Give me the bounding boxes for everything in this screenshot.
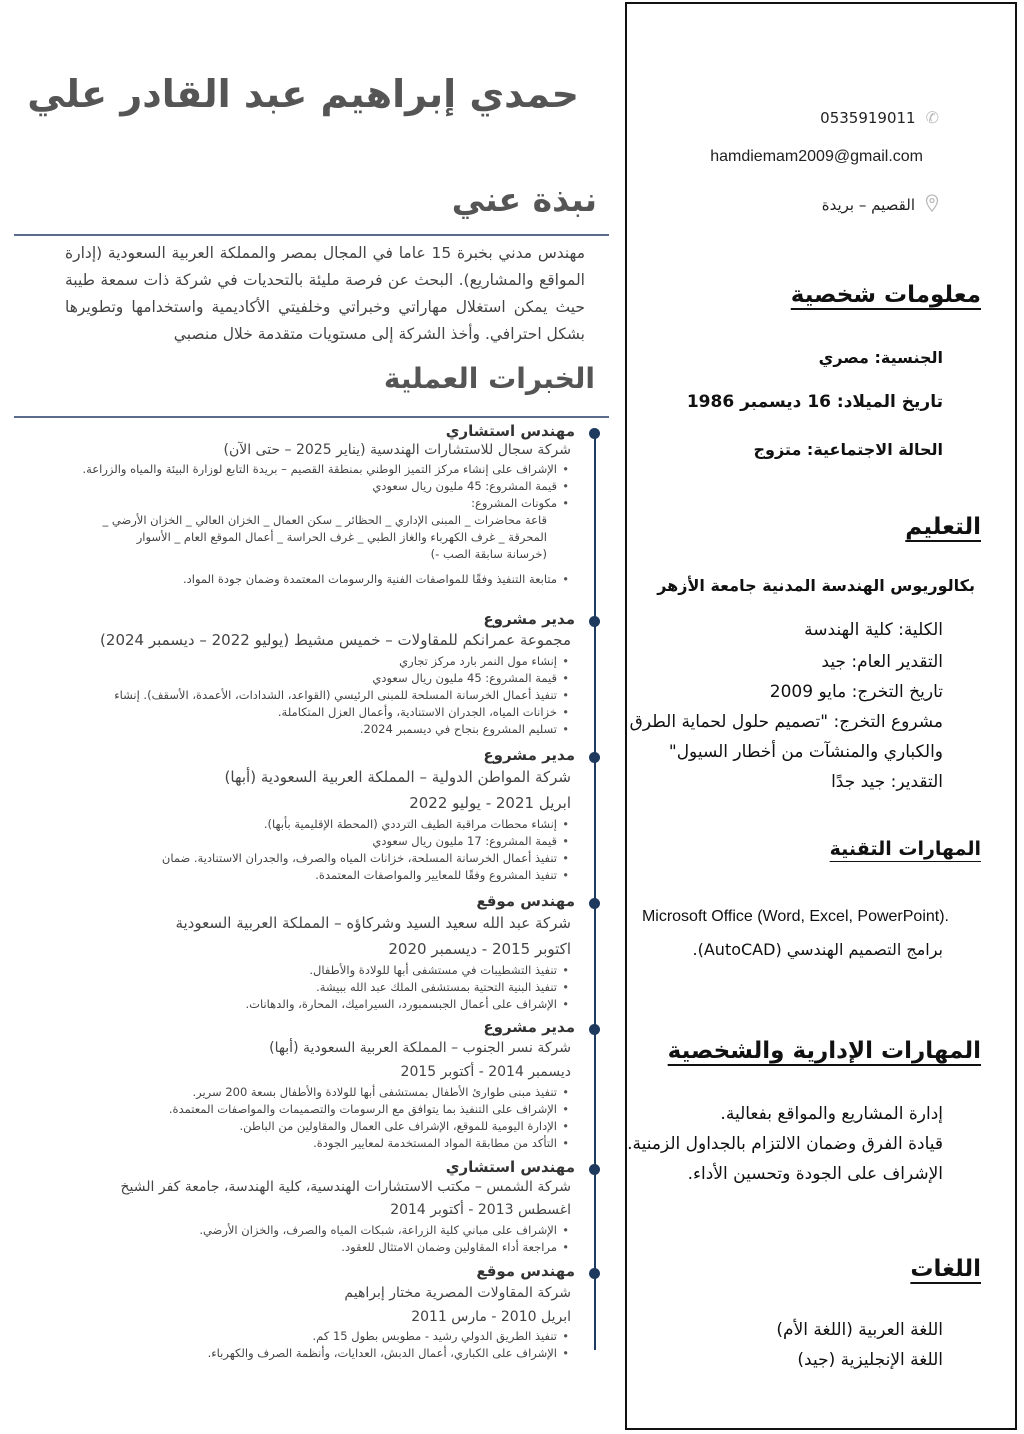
job-bullet: • قيمة المشروع: 17 مليون ريال سعودي [11, 833, 557, 850]
grade: التقدير العام: جيد [821, 652, 943, 672]
job-bullets [11, 816, 571, 884]
job-role: مدير مشروع [483, 610, 575, 628]
job-dates: ابريل 2021 - يوليو 2022 [409, 794, 571, 812]
contact-email [710, 148, 923, 166]
contact-phone [820, 108, 939, 127]
job-subitem: قاعة محاضرات _ المبنى الإداري _ الحظائر _ سكن العمال _ الخزان العالي _ الخزان الأرضي _ [102, 513, 547, 527]
tech-skill: Microsoft Office (Word, Excel, PowerPoint). [641, 908, 949, 925]
soft-skills-heading: المهارات الإدارية والشخصية [667, 1038, 981, 1064]
marital-status: الحالة الاجتماعية: متزوج [753, 440, 943, 459]
job-bullet: • الإدارة اليومية للموقع، الإشراف على العمال والمقاولين من الباطن. [11, 1118, 557, 1135]
job-company: شركة عبد الله سعيد السيد وشركاؤه – المملكة العربية السعودية [175, 914, 571, 932]
tech-skills-heading: المهارات التقنية [829, 838, 981, 860]
job-bullet: • تنفيذ التشطيبات في مستشفى أبها للولادة والأطفال. [11, 962, 557, 979]
job-bullet: • قيمة المشروع: 45 مليون ريال سعودي [11, 670, 557, 687]
about-divider [14, 234, 609, 236]
experience-title: الخبرات العملية [383, 362, 595, 395]
job-bullet: • الإشراف على أعمال الجبسمبورد، السيراميك، المحارة، والدهانات. [11, 996, 557, 1013]
soft-skill: إدارة المشاريع والمواقع بفعالية. [720, 1104, 943, 1124]
project-grade: التقدير: جيد جدًا [831, 772, 943, 792]
job-bullets [11, 653, 571, 738]
timeline-dot [589, 616, 600, 627]
location-pin-icon [925, 194, 939, 216]
nationality: الجنسية: مصري [818, 348, 943, 367]
language: اللغة العربية (اللغة الأم) [776, 1320, 943, 1340]
job-bullets [11, 1084, 571, 1152]
job-bullet: • الإشراف على التنفيذ بما يتوافق مع الرسومات والتصميمات والمواصفات المعتمدة. [11, 1101, 557, 1118]
job-bullet: • الإشراف على مباني كلية الزراعة، شبكات المياه والصرف، والخزان الأرضي. [11, 1222, 557, 1239]
phone-icon: ✆ [925, 108, 939, 127]
job-bullet: • إنشاء مول النمر بارد مركز تجاري [11, 653, 557, 670]
timeline-dot [589, 428, 600, 439]
personal-info-heading: معلومات شخصية [790, 282, 981, 308]
job-bullets [11, 1222, 571, 1256]
job-bullet: • تسليم المشروع بنجاح في ديسمبر 2024. [11, 721, 557, 738]
job-bullet: • تنفيذ الطريق الدولي رشيد - مطوبس بطول 15 كم. [11, 1328, 557, 1345]
job-bullet: • قيمة المشروع: 45 مليون ريال سعودي [11, 478, 557, 495]
timeline-dot [589, 898, 600, 909]
job-role: مهندس موقع [476, 1262, 575, 1280]
job-dates: اغسطس 2013 - أكتوبر 2014 [390, 1202, 571, 1218]
job-bullet: • مكونات المشروع: [11, 495, 557, 512]
job-company: شركة سجال للاستشارات الهندسية (يناير 2025 – حتى الآن) [223, 442, 571, 458]
job-bullet: • تنفيذ أعمال الخرسانة المسلحة للمبنى الرئيسي (القواعد، الشدادات، الأعمدة، الأسقف). إنشاء [11, 687, 557, 704]
contact-location [822, 194, 939, 216]
job-bullet: • التأكد من مطابقة المواد المستخدمة لمعايير الجودة. [11, 1135, 557, 1152]
location-text: القصيم – بريدة [821, 196, 915, 214]
job-bullet: • إنشاء محطات مراقبة الطيف الترددي (المحطة الإقليمية بأبها). [11, 816, 557, 833]
graduation-project-cont: والكباري والمنشآت من أخطار السيول" [668, 742, 943, 762]
candidate-name: حمدي إبراهيم عبد القادر علي [27, 72, 579, 116]
job-entry [11, 746, 575, 884]
graduation-project: مشروع التخرج: "تصميم حلول لحماية الطرق [629, 712, 943, 732]
faculty: الكلية: كلية الهندسة [804, 620, 943, 640]
job-dates: ديسمبر 2014 - أكتوبر 2015 [400, 1064, 571, 1080]
experience-divider [14, 416, 609, 418]
job-bullet: • تنفيذ المشروع وفقًا للمعايير والمواصفات المعتمدة. [11, 867, 557, 884]
languages-heading: اللغات [910, 1256, 981, 1282]
email-address: hamdiemam2009@gmail.com [710, 148, 923, 165]
job-bullets [11, 461, 571, 588]
job-bullets [11, 962, 571, 1013]
tech-skill: برامج التصميم الهندسي (AutoCAD). [692, 940, 943, 959]
job-entry [11, 892, 575, 1013]
graduation-date: تاريخ التخرج: مايو 2009 [769, 682, 943, 702]
job-entry [11, 1018, 575, 1152]
about-title: نبذة عني [451, 180, 597, 219]
degree: بكالوريوس الهندسة المدنية جامعة الأزهر [657, 576, 975, 595]
job-subitem: (خرسانة سابقة الصب -) [430, 547, 547, 561]
job-company: شركة المقاولات المصرية مختار إبراهيم [344, 1285, 571, 1301]
job-role: مهندس موقع [476, 892, 575, 910]
job-entry [11, 422, 575, 588]
about-text: مهندس مدني بخبرة 15 عاما في المجال بمصر والمملكة العربية السعودية (إدارة المواقع والمشاريع). البحث عن فرصة مليئة بالتحديات في شركة ذات سمعة طيبة حيث يمكن استغلال مهاراتي وخبراتي وخلفيتي الأكاديمية واستخدامها وتطويرها بشكل احترافي. وأخذ الشركة إلى مستويات متقدمة خلال منصبي [65, 244, 585, 343]
timeline-dot [589, 1164, 600, 1175]
job-role: مهندس استشاري [445, 1158, 575, 1176]
job-bullet: • تنفيذ أعمال الخرسانة المسلحة، خزانات المياه والصرف، والجدران الاستنادية. ضمان [11, 850, 557, 867]
timeline-dot [589, 752, 600, 763]
soft-skill: الإشراف على الجودة وتحسين الأداء. [687, 1164, 943, 1184]
education-heading: التعليم [905, 514, 981, 540]
job-subitem: المحرقة _ غرف الكهرباء والغاز الطبي _ غرف الحراسة _ أعمال الموقع العام _ الأسوار [136, 530, 547, 544]
job-bullet: • خزانات المياه، الجدران الاستنادية، وأعمال العزل المتكاملة. [11, 704, 557, 721]
job-bullet: • متابعة التنفيذ وفقًا للمواصفات الفنية والرسومات المعتمدة وضمان جودة المواد. [11, 571, 557, 588]
job-entry [11, 610, 575, 738]
job-dates: ابريل 2010 - مارس 2011 [411, 1309, 571, 1325]
job-bullet: • مراجعة أداء المقاولين وضمان الامتثال للعقود. [11, 1239, 557, 1256]
job-entry [11, 1158, 575, 1256]
timeline-dot [589, 1024, 600, 1035]
birth-date: تاريخ الميلاد: 16 ديسمبر 1986 [686, 392, 943, 412]
soft-skill: قيادة الفرق وضمان الالتزام بالجداول الزمنية. [627, 1134, 943, 1154]
job-bullet: • تنفيذ مبنى طوارئ الأطفال بمستشفى أبها للولادة والأطفال بسعة 200 سرير. [11, 1084, 557, 1101]
timeline-dot [589, 1268, 600, 1279]
job-entry [11, 1262, 575, 1362]
job-dates: اكتوبر 2015 - ديسمبر 2020 [388, 940, 571, 958]
job-role: مهندس استشاري [445, 422, 575, 440]
job-company: شركة الشمس – مكتب الاستشارات الهندسية، كلية الهندسة، جامعة كفر الشيخ [120, 1179, 571, 1195]
job-company: مجموعة عمرانكم للمقاولات – خميس مشيط (يوليو 2022 – ديسمبر 2024) [100, 631, 571, 649]
language: اللغة الإنجليزية (جيد) [797, 1350, 943, 1370]
job-role: مدير مشروع [483, 746, 575, 764]
job-bullet: • الإشراف على إنشاء مركز التميز الوطني بمنطقة القصيم – بريدة التابع لوزارة البيئة والمياه والزراعة. [11, 461, 557, 478]
job-bullet: • تنفيذ البنية التحتية بمستشفى الملك عبد الله ببيشة. [11, 979, 557, 996]
job-bullets [11, 1328, 571, 1362]
job-role: مدير مشروع [483, 1018, 575, 1036]
job-bullet: • الإشراف على الكباري، أعمال الدبش، العدايات، وأنظمة الصرف والكهرباء. [11, 1345, 557, 1362]
phone-number: 0535919011 [820, 108, 916, 127]
job-company: شركة نسر الجنوب – المملكة العربية السعودية (أبها) [269, 1040, 571, 1056]
timeline-line [594, 430, 596, 1350]
job-company: شركة المواطن الدولية – المملكة العربية السعودية (أبها) [224, 768, 571, 786]
sidebar [625, 2, 1017, 1430]
